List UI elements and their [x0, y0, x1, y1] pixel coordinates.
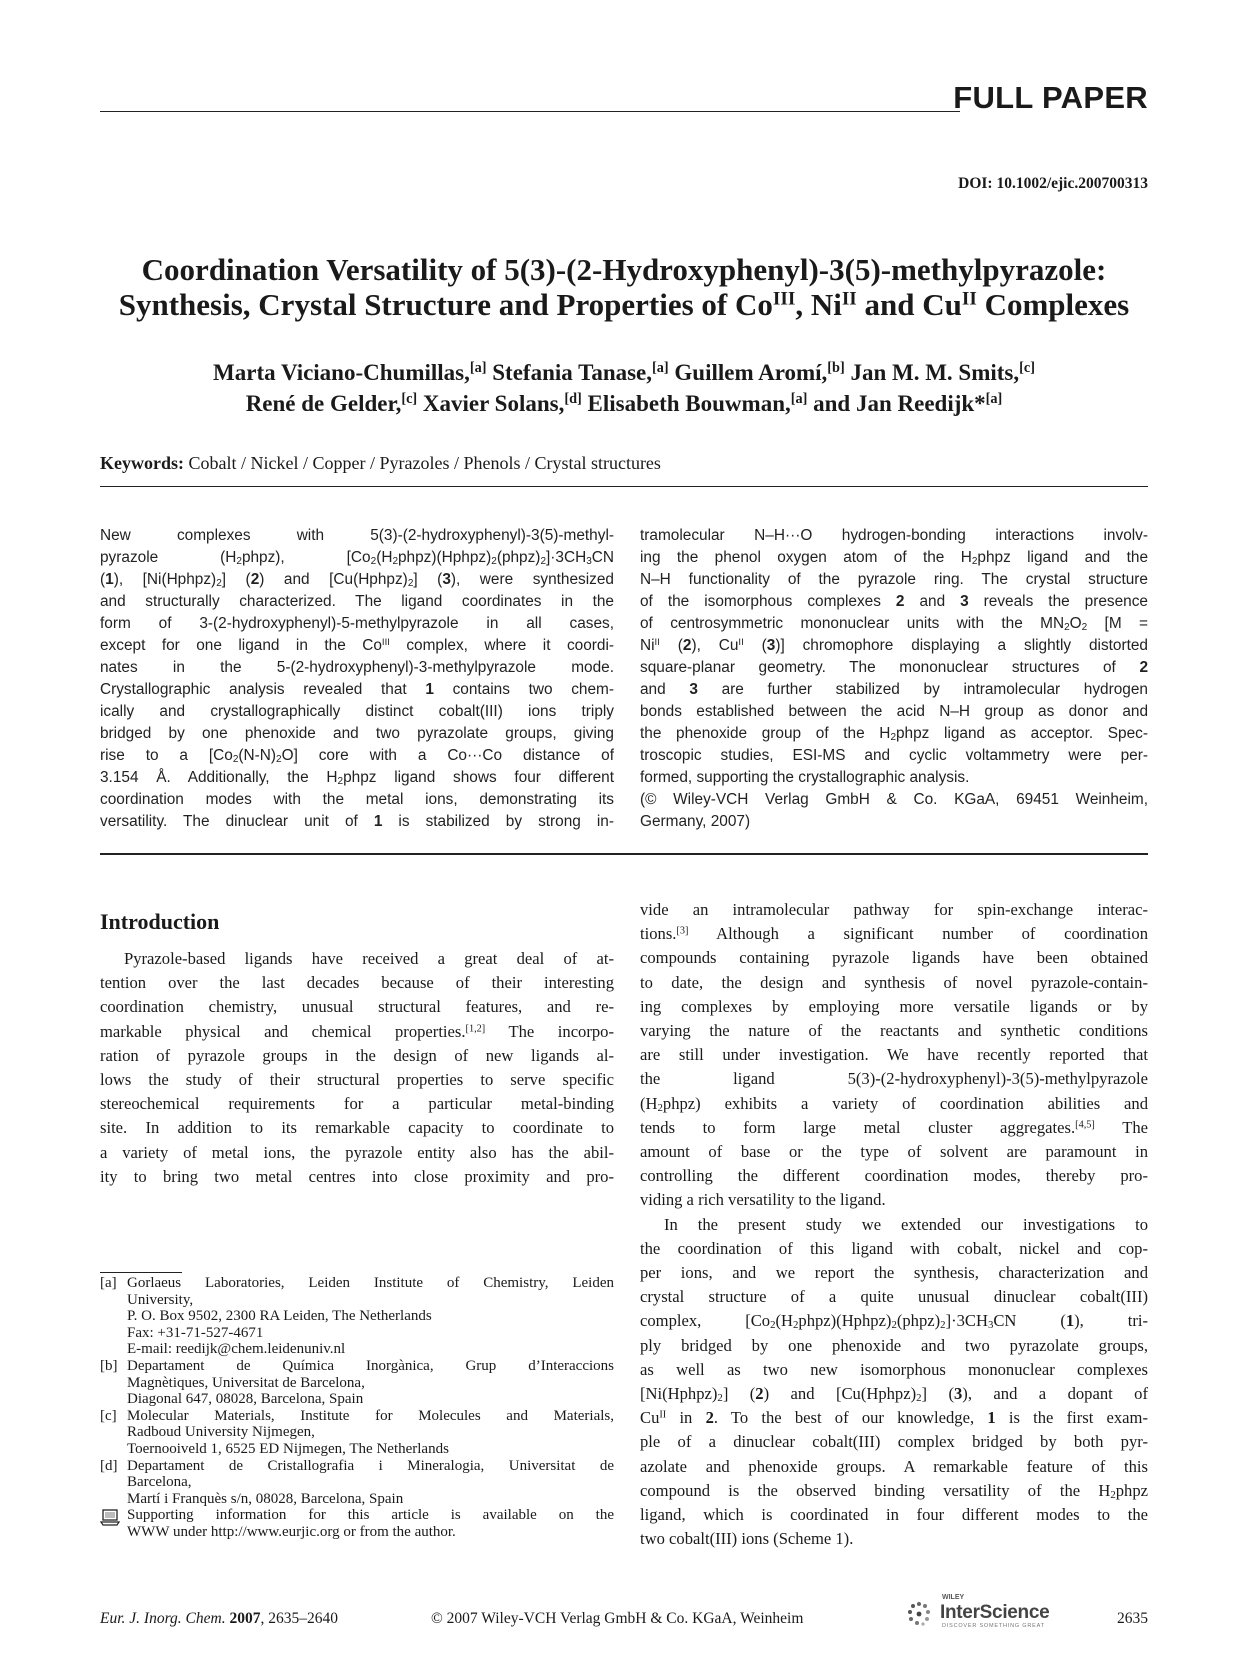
abstract-line: of the isomorphous complexes 2 and 3 reveals the presence	[640, 593, 1148, 610]
doi: DOI: 10.1002/ejic.200700313	[958, 175, 1148, 192]
title-line-1: Coordination Versatility of 5(3)-(2-Hydroxyphenyl)-3(5)-methylpyrazole:	[141, 252, 1107, 287]
text-line: amount of base or the type of solvent are paramount in	[640, 1142, 1148, 1162]
abstract-line: bridged by one phenoxide and two pyrazolate groups, giving	[100, 725, 614, 742]
interscience-logo-icon	[906, 1601, 932, 1627]
text-line: ply bridged by one phenoxide and two pyrazolate groups,	[640, 1335, 1148, 1355]
interscience-logo: WILEY InterScience DISCOVER SOMETHING GREAT	[906, 1597, 1066, 1631]
text-line: tions.[3] Although a significant number of coordination	[640, 924, 1148, 944]
abstract-line: ing the phenol oxygen atom of the $H_2phpz$ ligand and the	[640, 549, 1148, 567]
abstract-line: form of 3-(2-hydroxyphenyl)-5-methylpyrazole in all cases,	[100, 615, 614, 632]
abstract-line: coordination modes with the metal ions, demonstrating its	[100, 791, 614, 808]
abstract-line: troscopic studies, ESI-MS and cyclic voltammetry were per-	[640, 747, 1148, 764]
supporting-information: Supporting information for this article is available on the WWW under http://www.eurjic.org or from the author.	[100, 1507, 614, 1540]
abstract-line: N–H functionality of the pyrazole ring. The crystal structure	[640, 571, 1148, 588]
text-line: coordination chemistry, unusual structural features, and re-	[100, 997, 614, 1017]
text-line: as well as two new isomorphous mononuclear complexes	[640, 1359, 1148, 1379]
text-line: compound is the observed binding versatility of the $H_2phpz$	[640, 1480, 1148, 1502]
author-list	[100, 357, 1148, 419]
text-line: varying the nature of the reactants and synthetic conditions	[640, 1021, 1148, 1041]
text-line: site. In addition to its remarkable capacity to coordinate to	[100, 1118, 614, 1138]
text-line: vide an intramolecular pathway for spin-exchange interac-	[640, 900, 1148, 919]
page-number: 2635	[1117, 1610, 1148, 1627]
abstract-line: 3.154 Å. Additionally, the $H_2phpz$ ligand shows four different	[100, 769, 614, 787]
keywords-rule	[100, 486, 1148, 487]
text-line: ity to bring two metal centres into close proximity and pro-	[100, 1166, 614, 1186]
keywords-label: Keywords:	[100, 453, 184, 473]
abstract-rule	[100, 853, 1148, 855]
affiliations	[100, 1275, 614, 1541]
text-line: lows the study of their structural properties to serve specific	[100, 1070, 614, 1090]
text-line: azolate and phenoxide groups. A remarkable feature of this	[640, 1456, 1148, 1476]
keywords-text: Cobalt / Nickel / Copper / Pyrazoles / Phenols / Crystal structures	[184, 453, 661, 473]
abstract-line: Crystallographic analysis revealed that 1 contains two chem-	[100, 681, 614, 698]
text-line: complex, $[Co_2(H_2phpz)(Hphpz)_2(phpz)_2]\cdot 3CH_3CN$ (1), tri-	[640, 1311, 1148, 1332]
text-line: the ligand 5(3)-(2-hydroxyphenyl)-3(5)-methylpyrazole	[640, 1069, 1148, 1089]
text-line: controlling the different coordination modes, thereby pro-	[640, 1166, 1148, 1186]
text-line: Pyrazole-based ligands have received a great deal of at-	[124, 949, 614, 968]
text-line: crystal structure of a quite unusual dinuclear cobalt(III)	[640, 1287, 1148, 1307]
text-line: markable physical and chemical properties.[1,2] The incorpo-	[100, 1021, 614, 1041]
text-line: ligand, which is coordinated in four different modes to the	[640, 1505, 1148, 1525]
text-line: tention over the last decades because of their interesting	[100, 973, 614, 993]
abstract-line: and 3 are further stabilized by intramolecular hydrogen	[640, 681, 1148, 698]
abstract-column-right	[640, 525, 1148, 833]
abstract-line: of centrosymmetric mononuclear units with the $MN_2O_2$ [M =	[640, 615, 1148, 633]
introduction-heading: Introduction	[100, 909, 220, 934]
introduction-column-left	[100, 947, 614, 1189]
text-line: In the present study we extended our investigations to	[664, 1214, 1148, 1234]
text-line: tends to form large metal cluster aggregates.[4,5] The	[640, 1117, 1148, 1137]
abstract-line: nates in the 5-(2-hydroxyphenyl)-3-methylpyrazole mode.	[100, 659, 614, 676]
keywords	[100, 453, 661, 474]
text-line: per ions, and we report the synthesis, characterization and	[640, 1263, 1148, 1283]
abstract-line: (© Wiley-VCH Verlag GmbH & Co. KGaA, 69451 Weinheim,	[640, 791, 1148, 808]
abstract-line: ically and crystallographically distinct cobalt(III) ions triply	[100, 703, 614, 720]
abstract-line: bonds established between the acid N–H group as donor and	[640, 703, 1148, 720]
text-line: compounds containing pyrazole ligands have been obtained	[640, 948, 1148, 968]
text-line: $[Ni(Hphpz)_2]$ (2) and $[Cu(Hphpz)_2]$ (3), and a dopant of	[640, 1384, 1148, 1405]
footnote-rule	[100, 1272, 182, 1273]
abstract-line: pyrazole $(H_2phpz)$, $[Co_2(H_2phpz)(Hphpz)_2(phpz)_2]\cdot 3CH_3CN$	[100, 549, 614, 567]
email-link[interactable]: E-mail: reedijk@chem.leidenuniv.nl	[127, 1341, 346, 1358]
journal-citation: Eur. J. Inorg. Chem. 2007, 2635–2640	[100, 1610, 338, 1627]
authors-line-1: Marta Viciano-Chumillas,[a] Stefania Tanase,[a] Guillem Aromí,[b] Jan M. M. Smits,[c]	[213, 360, 1035, 385]
introduction-column-right	[640, 898, 1148, 1551]
text-line: two cobalt(III) ions (Scheme 1).	[640, 1529, 854, 1549]
title-line-2: Synthesis, Crystal Structure and Properties of $Co^{III}$, $Ni^{II}$ and $Cu^{II}$ Complexes	[118, 287, 1130, 322]
abstract-line: rise to a $[Co_2(N-N)_2O]$ core with a Co···Co distance of	[100, 747, 614, 765]
text-line: ple of a dinuclear cobalt(III) complex bridged by both pyr-	[640, 1432, 1148, 1452]
abstract-line: New complexes with 5(3)-(2-hydroxyphenyl)-3(5)-methyl-	[100, 527, 614, 544]
text-line: ration of pyrazole groups in the design of new ligands al-	[100, 1045, 614, 1065]
abstract-line: Germany, 2007)	[640, 813, 751, 830]
article-title	[100, 252, 1148, 322]
text-line: ing complexes by employing more versatile ligands or by	[640, 996, 1148, 1016]
abstract-line: square-planar geometry. The mononuclear structures of 2	[640, 659, 1148, 676]
text-line: stereochemical requirements for a particular metal-binding	[100, 1094, 614, 1114]
citation: [1,2]	[465, 1022, 486, 1034]
abstract-line: versatility. The dinuclear unit of 1 is stabilized by strong in-	[100, 813, 614, 830]
affiliation-c: [c] Molecular Materials, Institute for Molecules and Materials, Radboud University Nijmegen, Toernooiveld 1, 6525 ED Nijmegen, The Netherlands	[100, 1407, 614, 1457]
footer-copyright: © 2007 Wiley-VCH Verlag GmbH & Co. KGaA, Weinheim	[431, 1610, 804, 1627]
section-label: FULL PAPER	[953, 80, 1148, 115]
abstract-line: and structurally characterized. The ligand coordinates in the	[100, 593, 614, 610]
text-line: $Cu^{II}$ in 2. To the best of our knowledge, 1 is the first exam-	[640, 1408, 1148, 1428]
abstract-line: $Ni^{II}$ (2), $Cu^{II}$ (3)] chromophore displaying a slightly distorted	[640, 636, 1148, 654]
affiliation-b: [b] Departament de Química Inorgànica, Grup d’Interaccions Magnètiques, Universitat de Barcelona, Diagonal 647, 08028, Barcelona, Spain	[100, 1357, 614, 1408]
abstract-line: the phenoxide group of the $H_2phpz$ ligand as acceptor. Spec-	[640, 725, 1148, 743]
abstract-line: tramolecular N–H···O hydrogen-bonding interactions involv-	[640, 527, 1148, 544]
text-line: to date, the design and synthesis of novel pyrazole-contain-	[640, 972, 1148, 992]
abstract-line: (1), $[Ni(Hphpz)_2]$ (2) and $[Cu(Hphpz)_2]$ (3), were synthesized	[100, 571, 614, 589]
abstract-line: formed, supporting the crystallographic analysis.	[640, 769, 970, 786]
text-line: are still under investigation. We have recently reported that	[640, 1045, 1148, 1065]
citation: [4,5]	[1075, 1119, 1095, 1131]
text-line: the coordination of this ligand with cobalt, nickel and cop-	[640, 1238, 1148, 1258]
computer-icon	[100, 1507, 127, 1540]
header-rule	[100, 111, 960, 112]
abstract-column-left	[100, 525, 614, 833]
abstract-line: except for one ligand in the $Co^{III}$ complex, where it coordi-	[100, 636, 614, 654]
text-line: viding a rich versatility to the ligand.	[640, 1190, 886, 1210]
affiliation-a: [a] Gorlaeus Laboratories, Leiden Institute of Chemistry, Leiden University, P. O. Box 9502, 2300 RA Leiden, The Netherlands Fax: +31-71-527-4671 E-mail: reedijk@chem.leidenuniv.nl	[100, 1275, 614, 1358]
text-line: a variety of metal ions, the pyrazole entity also has the abil-	[100, 1142, 614, 1162]
citation: [3]	[676, 925, 689, 937]
supporting-info-link[interactable]: WWW under http://www.eurjic.org or from the author.	[127, 1523, 456, 1540]
authors-line-2: René de Gelder,[c] Xavier Solans,[d] Elisabeth Bouwman,[a] and Jan Reedijk*[a]	[245, 391, 1003, 416]
text-line: $(H_2phpz)$ exhibits a variety of coordination abilities and	[640, 1093, 1148, 1114]
affiliation-d: [d] Departament de Cristallografia i Mineralogia, Universitat de Barcelona, Martí i Franquès s/n, 08028, Barcelona, Spain	[100, 1457, 614, 1507]
